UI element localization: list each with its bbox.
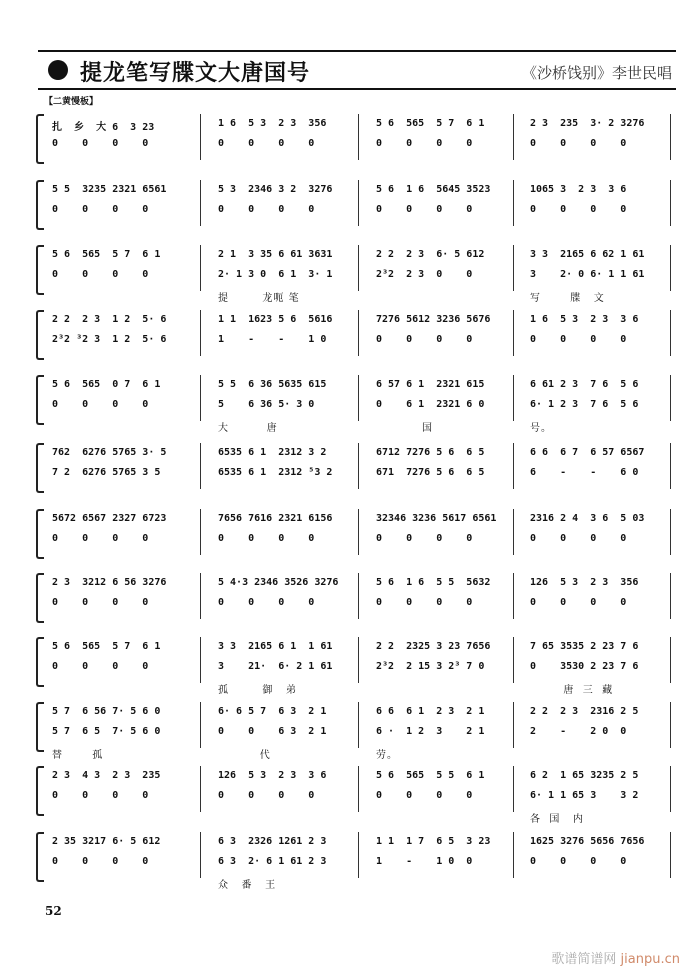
accompaniment-measure: 5 6 1 6 5645 3523	[376, 184, 491, 195]
barline	[670, 702, 671, 748]
system-brace	[36, 180, 44, 230]
accompaniment-measure: 6 3 2326 1261 2 3	[218, 836, 327, 847]
accompaniment-measure: 2 3 4 3 2 3 235	[52, 770, 161, 781]
accompaniment-measure: 7276 5612 3236 5676	[376, 314, 491, 325]
barline	[358, 766, 359, 812]
barline	[670, 832, 671, 878]
barline	[200, 573, 201, 619]
system-brace	[36, 832, 44, 882]
vocal-measure: 6 3 2· 6 1 61 2 3	[218, 856, 327, 867]
vocal-measure: 6535 6 1 2312 ⁵3 2	[218, 467, 333, 478]
score-system	[30, 706, 675, 766]
lyric-text: 国	[376, 423, 433, 434]
vocal-measure: 2· 1 3 0 6 1 3· 1	[218, 269, 333, 280]
barline	[200, 375, 201, 421]
lyric-text: 写 牒 文	[530, 293, 605, 304]
accompaniment-measure: 2 2 2 3 1 2 5· 6	[52, 314, 167, 325]
vocal-measure: 0 0 0 0	[530, 138, 627, 149]
song-source: 《沙桥饯别》李世民唱	[521, 64, 672, 82]
vocal-measure: 0 0 0 0	[530, 204, 627, 215]
accompaniment-measure: 5 5 3235 2321 6561	[52, 184, 167, 195]
vocal-measure: 0 6 1 2321 6 0	[376, 399, 485, 410]
accompaniment-measure: 5 6 565 5 7 6 1	[52, 249, 161, 260]
barline	[513, 702, 514, 748]
barline	[200, 245, 201, 291]
barline	[670, 180, 671, 226]
vocal-measure: 2³2 2 3 0 0	[376, 269, 473, 280]
barline	[513, 573, 514, 619]
vocal-measure: 3 2· 0 6· 1 1 61	[530, 269, 645, 280]
barline	[513, 443, 514, 489]
barline	[200, 114, 201, 160]
barline	[358, 509, 359, 555]
system-brace	[36, 766, 44, 816]
accompaniment-measure: 2 2 2 3 2316 2 5	[530, 706, 639, 717]
bullet-icon	[48, 60, 68, 80]
barline	[513, 180, 514, 226]
system-brace	[36, 310, 44, 360]
accompaniment-measure: 2 2 2 3 6· 5 612	[376, 249, 485, 260]
barline	[358, 573, 359, 619]
vocal-measure: 0 0 0 0	[52, 204, 149, 215]
barline	[513, 310, 514, 356]
vocal-measure: 3 21· 6· 2 1 61	[218, 661, 333, 672]
barline	[358, 245, 359, 291]
barline	[670, 114, 671, 160]
vocal-measure: 0 0 0 0	[52, 269, 149, 280]
barline	[200, 832, 201, 878]
barline	[670, 375, 671, 421]
vocal-measure: 0 0 0 0	[376, 533, 473, 544]
barline	[358, 702, 359, 748]
vocal-measure: 0 0 0 0	[376, 597, 473, 608]
accompaniment-measure: 1625 3276 5656 7656	[530, 836, 645, 847]
vocal-measure: 2³2 ³2 3 1 2 5· 6	[52, 334, 167, 345]
barline	[358, 443, 359, 489]
barline	[513, 245, 514, 291]
score-system	[30, 641, 675, 701]
system-brace	[36, 573, 44, 623]
accompaniment-measure: 2 3 3212 6 56 3276	[52, 577, 167, 588]
vocal-measure: 0 0 0 0	[218, 790, 315, 801]
accompaniment-measure: 2316 2 4 3 6 5 03	[530, 513, 645, 524]
accompaniment-measure: 6· 6 5 7 6 3 2 1	[218, 706, 327, 717]
vocal-measure: 6· 1 1 65 3 3 2	[530, 790, 639, 801]
lyric-text: 号。	[530, 423, 552, 434]
banqiang-label: 【二黄慢板】	[44, 97, 99, 107]
lyric-text: 劳。	[376, 750, 398, 761]
barline	[200, 310, 201, 356]
accompaniment-measure: 5 6 1 6 5 5 5632	[376, 577, 491, 588]
system-brace	[36, 702, 44, 752]
system-brace	[36, 245, 44, 295]
score-system	[30, 447, 675, 507]
barline	[670, 310, 671, 356]
barline	[358, 637, 359, 683]
accompaniment-measure: 6 6 6 1 2 3 2 1	[376, 706, 485, 717]
vocal-measure: 6 - - 6 0	[530, 467, 639, 478]
barline	[200, 702, 201, 748]
barline	[200, 637, 201, 683]
vocal-measure: 0 0 0 0	[52, 597, 149, 608]
accompaniment-measure: 1 6 5 3 2 3 356	[218, 118, 327, 129]
accompaniment-measure: 1 6 5 3 2 3 3 6	[530, 314, 639, 325]
vocal-measure: 6 · 1 2 3 2 1	[376, 726, 485, 737]
accompaniment-measure: 6 57 6 1 2321 615	[376, 379, 485, 390]
watermark-cn: 歌谱简谱网	[551, 952, 617, 967]
accompaniment-measure: 32346 3236 5617 6561	[376, 513, 497, 524]
accompaniment-measure: 1 1 1 7 6 5 3 23	[376, 836, 491, 847]
score-system	[30, 249, 675, 309]
system-brace	[36, 114, 44, 164]
barline	[513, 509, 514, 555]
page-number: 52	[45, 904, 62, 918]
vocal-measure: 0 0 0 0	[530, 334, 627, 345]
score-system	[30, 836, 675, 896]
accompaniment-measure: 126 5 3 2 3 3 6	[218, 770, 327, 781]
barline	[670, 509, 671, 555]
vocal-measure: 2³2 2 15 3 2³ 7 0	[376, 661, 485, 672]
vocal-measure: 0 0 0 0	[52, 661, 149, 672]
lyric-text: 孤 御 弟	[218, 685, 297, 696]
lyric-text: 提 龙呃 笔	[218, 293, 300, 304]
vocal-measure: 0 0 0 0	[530, 856, 627, 867]
accompaniment-measure: 1 1 1623 5 6 5616	[218, 314, 333, 325]
vocal-measure: 0 3530 2 23 7 6	[530, 661, 639, 672]
vocal-measure: 0 0 0 0	[376, 138, 473, 149]
system-brace	[36, 443, 44, 493]
accompaniment-measure: 5 7 6 56 7· 5 6 0	[52, 706, 161, 717]
vocal-measure: 0 0 0 0	[218, 597, 315, 608]
barline	[358, 310, 359, 356]
lyric-text: 众 番 王	[218, 880, 277, 891]
vocal-measure: 5 7 6 5 7· 5 6 0	[52, 726, 161, 737]
barline	[670, 637, 671, 683]
vocal-measure: 0 0 0 0	[530, 533, 627, 544]
score-system	[30, 184, 675, 244]
vocal-measure: 0 0 0 0	[218, 138, 315, 149]
barline	[513, 114, 514, 160]
accompaniment-measure: 5 4·3 2346 3526 3276	[218, 577, 339, 588]
accompaniment-measure: 762 6276 5765 3· 5	[52, 447, 167, 458]
score-system	[30, 314, 675, 374]
accompaniment-measure: 6535 6 1 2312 3 2	[218, 447, 327, 458]
accompaniment-measure: 3 3 2165 6 1 1 61	[218, 641, 333, 652]
vocal-measure: 7 2 6276 5765 3 5	[52, 467, 161, 478]
barline	[200, 509, 201, 555]
barline	[200, 766, 201, 812]
vocal-measure: 2 - 2 0 0	[530, 726, 627, 737]
score-system	[30, 513, 675, 573]
lyric-text: 代	[218, 750, 271, 761]
vocal-measure: 0 0 0 0	[52, 399, 149, 410]
accompaniment-measure: 6712 7276 5 6 6 5	[376, 447, 485, 458]
barline	[200, 443, 201, 489]
vocal-measure: 0 0 0 0	[530, 597, 627, 608]
barline	[358, 832, 359, 878]
score-system	[30, 379, 675, 439]
barline	[670, 245, 671, 291]
barline	[670, 573, 671, 619]
accompaniment-measure: 2 2 2325 3 23 7656	[376, 641, 491, 652]
accompaniment-measure: 7656 7616 2321 6156	[218, 513, 333, 524]
barline	[200, 180, 201, 226]
lyric-text: 各 国 内	[530, 814, 584, 825]
barline	[670, 766, 671, 812]
accompaniment-measure: 5 6 565 0 7 6 1	[52, 379, 161, 390]
vocal-measure: 0 0 0 0	[376, 204, 473, 215]
accompaniment-measure: 2 3 235 3· 2 3276	[530, 118, 645, 129]
lyric-text: 大 唐	[218, 423, 278, 434]
accompaniment-measure: 扎 乡 大 6 3 23	[52, 122, 155, 133]
vocal-measure: 1 - - 1 0	[218, 334, 327, 345]
lyric-text: 替 孤	[52, 750, 104, 761]
header-bottom-rule	[38, 88, 676, 90]
barline	[358, 180, 359, 226]
vocal-measure: 0 0 0 0	[52, 856, 149, 867]
accompaniment-measure: 126 5 3 2 3 356	[530, 577, 639, 588]
vocal-measure: 1 - 1 0 0	[376, 856, 473, 867]
watermark	[551, 948, 680, 967]
score-system	[30, 770, 675, 830]
accompaniment-measure: 2 1 3 35 6 61 3631	[218, 249, 333, 260]
accompaniment-measure: 5 6 565 5 7 6 1	[52, 641, 161, 652]
vocal-measure: 0 0 0 0	[52, 138, 149, 149]
score-system	[30, 118, 675, 178]
accompaniment-measure: 6 61 2 3 7 6 5 6	[530, 379, 639, 390]
accompaniment-measure: 6 6 6 7 6 57 6567	[530, 447, 645, 458]
vocal-measure: 671 7276 5 6 6 5	[376, 467, 485, 478]
barline	[513, 766, 514, 812]
accompaniment-measure: 2 35 3217 6· 5 612	[52, 836, 161, 847]
watermark-url: jianpu.cn	[620, 952, 680, 967]
vocal-measure: 0 0 0 0	[52, 790, 149, 801]
system-brace	[36, 637, 44, 687]
system-brace	[36, 509, 44, 559]
barline	[513, 832, 514, 878]
accompaniment-measure: 6 2 1 65 3235 2 5	[530, 770, 639, 781]
accompaniment-measure: 5672 6567 2327 6723	[52, 513, 167, 524]
accompaniment-measure: 5 5 6 36 5635 615	[218, 379, 327, 390]
vocal-measure: 0 0 6 3 2 1	[218, 726, 327, 737]
accompaniment-measure: 7 65 3535 2 23 7 6	[530, 641, 639, 652]
vocal-measure: 0 0 0 0	[218, 204, 315, 215]
barline	[358, 375, 359, 421]
accompaniment-measure: 1065 3 2 3 3 6	[530, 184, 627, 195]
barline	[513, 637, 514, 683]
accompaniment-measure: 3 3 2165 6 62 1 61	[530, 249, 645, 260]
vocal-measure: 0 0 0 0	[376, 790, 473, 801]
accompaniment-measure: 5 6 565 5 5 6 1	[376, 770, 485, 781]
vocal-measure: 0 0 0 0	[52, 533, 149, 544]
lyric-text: 唐 三 藏	[530, 685, 614, 696]
vocal-measure: 0 0 0 0	[376, 334, 473, 345]
vocal-measure: 6· 1 2 3 7 6 5 6	[530, 399, 639, 410]
vocal-measure: 0 0 0 0	[218, 533, 315, 544]
barline	[670, 443, 671, 489]
title-bar	[40, 52, 676, 88]
accompaniment-measure: 5 3 2346 3 2 3276	[218, 184, 333, 195]
barline	[358, 114, 359, 160]
system-brace	[36, 375, 44, 425]
barline	[513, 375, 514, 421]
score-system	[30, 577, 675, 637]
accompaniment-measure: 5 6 565 5 7 6 1	[376, 118, 485, 129]
vocal-measure: 5 6 36 5· 3 0	[218, 399, 315, 410]
song-title: 提龙笔写牒文大唐国号	[80, 60, 311, 86]
